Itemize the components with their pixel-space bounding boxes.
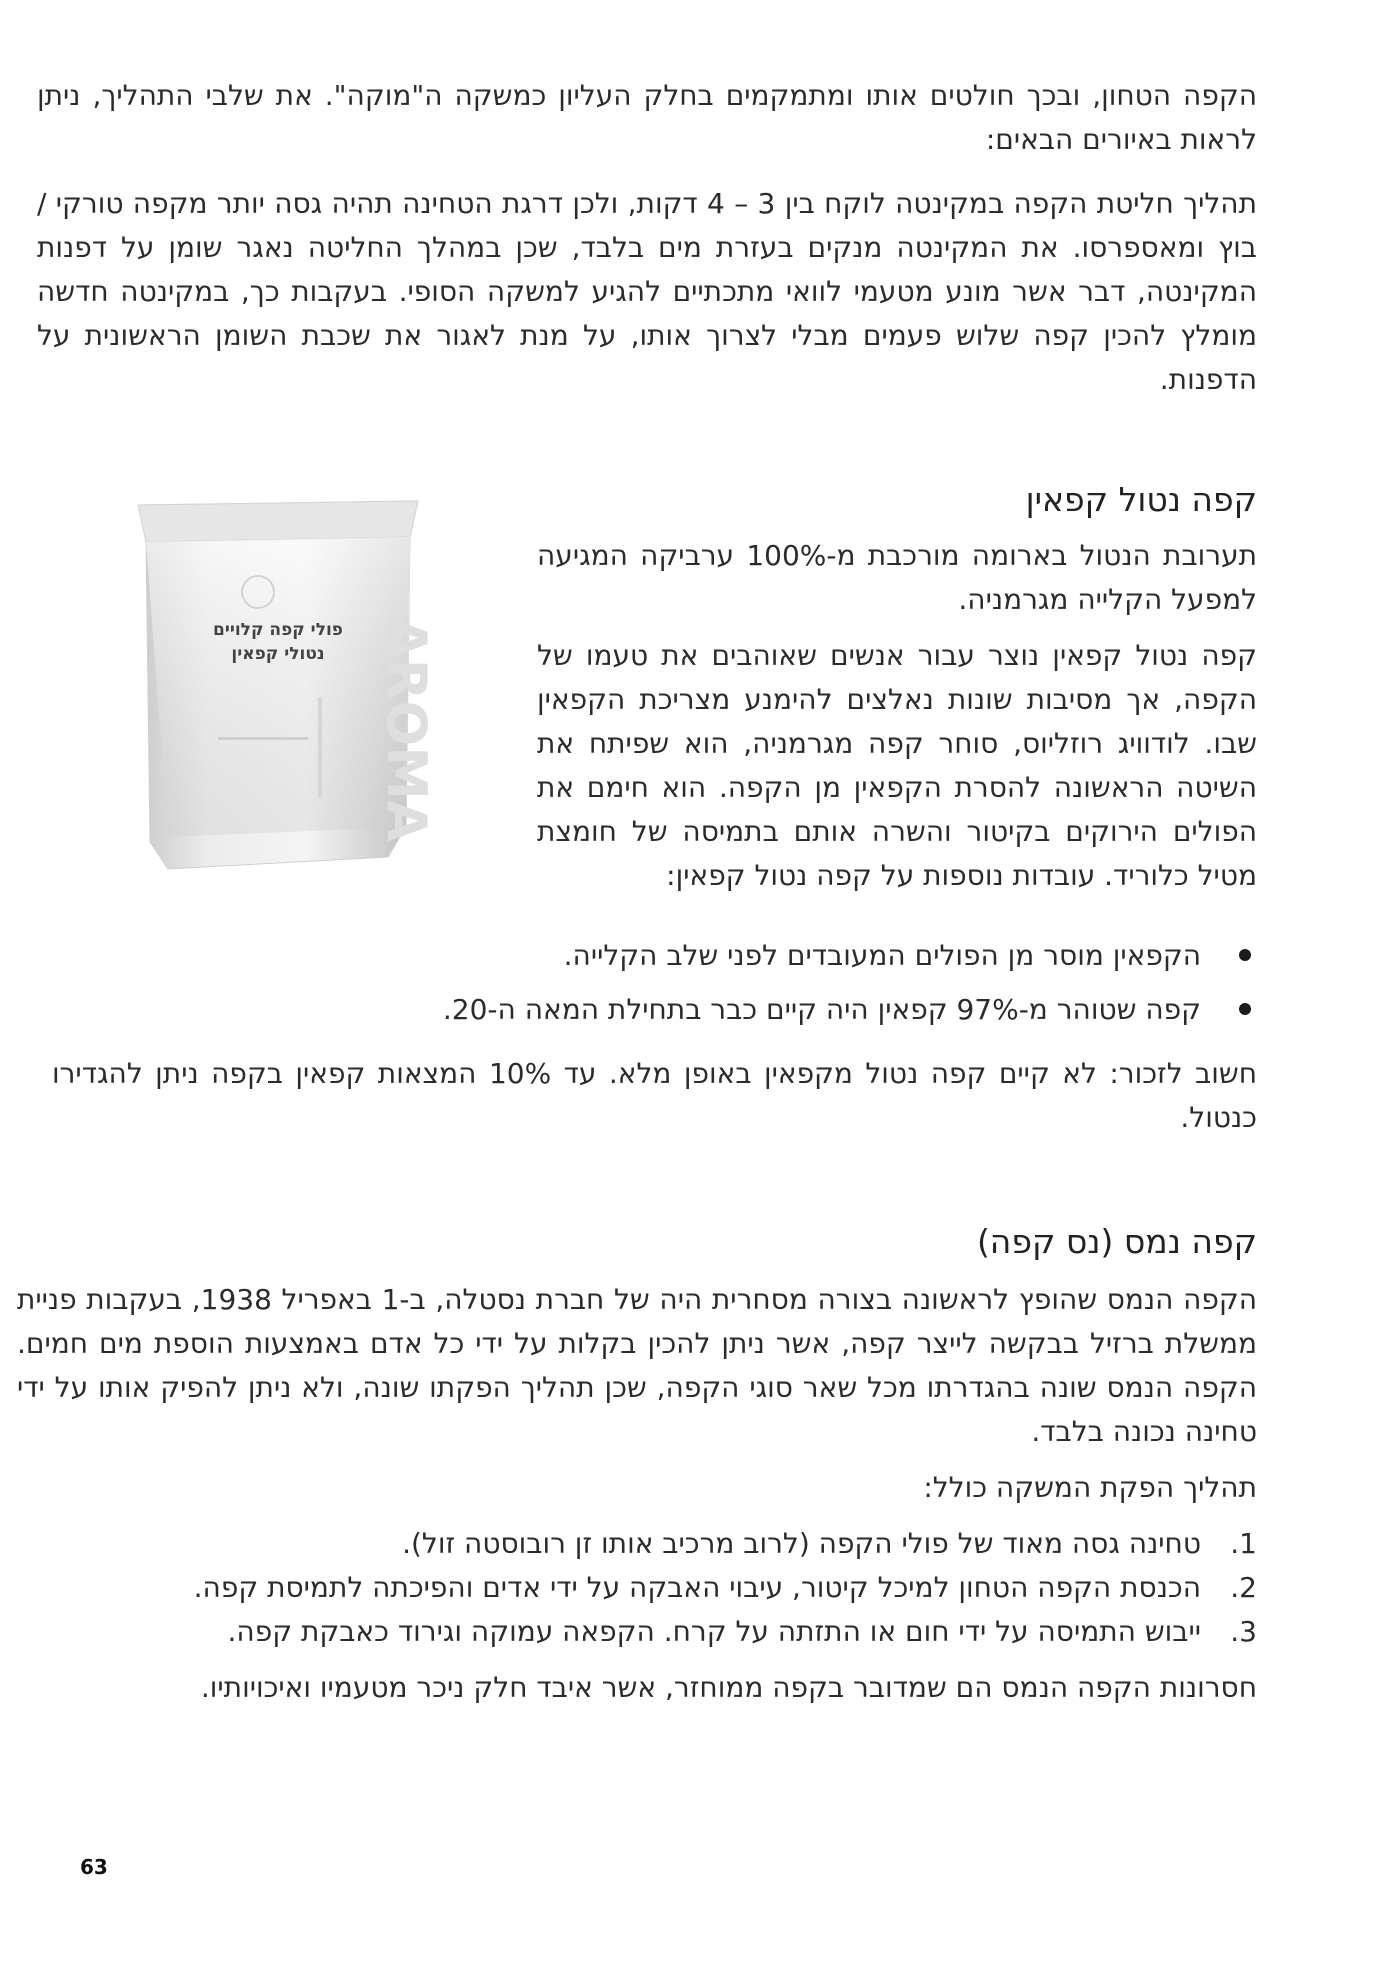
list-item	[17, 1522, 1257, 1566]
step-text: ייבוש התמיסה על ידי חום או התזתה על קרח. הקפאה עמוקה וגירוד כאבקת קפה.	[227, 1615, 1201, 1648]
bullet-icon	[1239, 1003, 1251, 1015]
bullet-icon	[1239, 949, 1251, 961]
coffee-bag-image	[128, 497, 438, 877]
step-text: טחינה גסה מאוד של פולי הקפה (לרוב מרכיב אותו זן רובוסטה זול).	[402, 1527, 1201, 1560]
instant-closing: חסרונות הקפה הנמס הם שמדובר בקפה ממוחזר, אשר איבד חלק ניכר מטעמיו ואיכויותיו.	[200, 1671, 1257, 1704]
list-item	[257, 988, 1257, 1032]
decaf-paragraph-1: תערובת הנטול בארומה מורכבת מ-100% ערביקה המגיעה למפעל הקלייה מגרמניה.	[537, 539, 1258, 616]
bullet-text: הקפאין מוסר מן הפולים המעובדים לפני שלב הקלייה.	[563, 939, 1201, 972]
instant-steps-list	[17, 1522, 1257, 1654]
step-number: 1.	[1230, 1527, 1257, 1560]
instant-paragraph-2: תהליך הפקת המשקה כולל:	[923, 1471, 1257, 1504]
decaf-note	[52, 1052, 1257, 1140]
list-item	[257, 934, 1257, 978]
list-item	[17, 1610, 1257, 1654]
step-number: 2.	[1230, 1571, 1257, 1604]
instant-section	[17, 1220, 1257, 1710]
step-number: 3.	[1230, 1615, 1257, 1648]
page-number: 63	[80, 1855, 108, 1879]
instant-heading: קפה נמס (נס קפה)	[976, 1222, 1257, 1261]
decaf-note-text: חשוב לזכור: לא קיים קפה נטול מקפאין באופן מלא. עד 10% המצאות קפאין בקפה ניתן להגדירו כנטול.	[52, 1057, 1258, 1134]
intro-section-2	[37, 182, 1257, 402]
bullet-text: קפה שטוהר מ-97% קפאין היה קיים כבר בתחילת המאה ה-20.	[442, 993, 1201, 1026]
decaf-facts	[257, 934, 1257, 1032]
instant-paragraph-1: הקפה הנמס שהופץ לראשונה בצורה מסחרית היה של חברת נסטלה, ב-1 באפריל 1938, בעקבות פניית ממשלת ברזיל בבקשה לייצר קפה, אשר ניתן להכין בקלות על ידי כל אדם באמצעות הוספת מים חמים. הקפה הנמס שונה בהגדרתו מכל שאר סוגי הקפה, שכן תהליך הפקתו שונה, ולא ניתן להפיק אותו על ידי טחינה נכונה בלבד.	[17, 1283, 1258, 1448]
decaf-bullet-list	[257, 934, 1257, 1032]
svg-text:AROMA: AROMA	[375, 617, 438, 842]
intro-paragraph-1: הקפה הטחון, ובכך חולטים אותו ומתמקמים בחלק העליון כמשקה ה"מוקה". את שלבי התהליך, ניתן לראות באיורים הבאים:	[37, 79, 1257, 156]
coffee-bag-illustration	[128, 497, 438, 877]
list-item	[17, 1566, 1257, 1610]
decaf-paragraph-2: קפה נטול קפאין נוצר עבור אנשים שאוהבים את טעמו של הקפה, אך מסיבות שונות נאלצים להימנע מצריכת הקפאין שבו. לודוויג רוזליוס, סוחר קפה מגרמניה, הוא שפיתח את השיטה הראשונה להסרת הקפאין מן הקפה. הוא חימם את הפולים הירוקים בקיטור והשרה אותם בתמיסה של חומצת מטיל כלוריד. עובדות נוספות על קפה נטול קפאין:	[537, 639, 1257, 892]
bag-label-line-2: נטולי קפאין	[231, 644, 325, 664]
decaf-heading: קפה נטול קפאין	[1025, 480, 1257, 519]
intro-paragraph-2: תהליך חליטת הקפה במקינטה לוקח בין 3 – 4 דקות, ולכן דרגת הטחינה תהיה גסה יותר מקפה טורקי / בוץ ומאספרסו. את המקינטה מנקים בעזרת מים בלבד, שכן במהלך החליטה נאגר שומן על דפנות המקינטה, דבר אשר מונע מטעמי לוואי מתכתיים להגיע למשקה הסופי. בעקבות כך, במקינטה חדשה מומלץ להכין קפה שלוש פעמים מבלי לצרוך אותו, על מנת לאגור את שכבת השומן הראשונית על הדפנות.	[37, 187, 1257, 396]
step-text: הכנסת הקפה הטחון למיכל קיטור, עיבוי האבקה על ידי אדים והפיכתה לתמיסת קפה.	[193, 1571, 1201, 1604]
decaf-section	[537, 478, 1257, 898]
intro-section	[37, 74, 1257, 162]
bag-label-line-1: פולי קפה קלויים	[212, 620, 344, 640]
